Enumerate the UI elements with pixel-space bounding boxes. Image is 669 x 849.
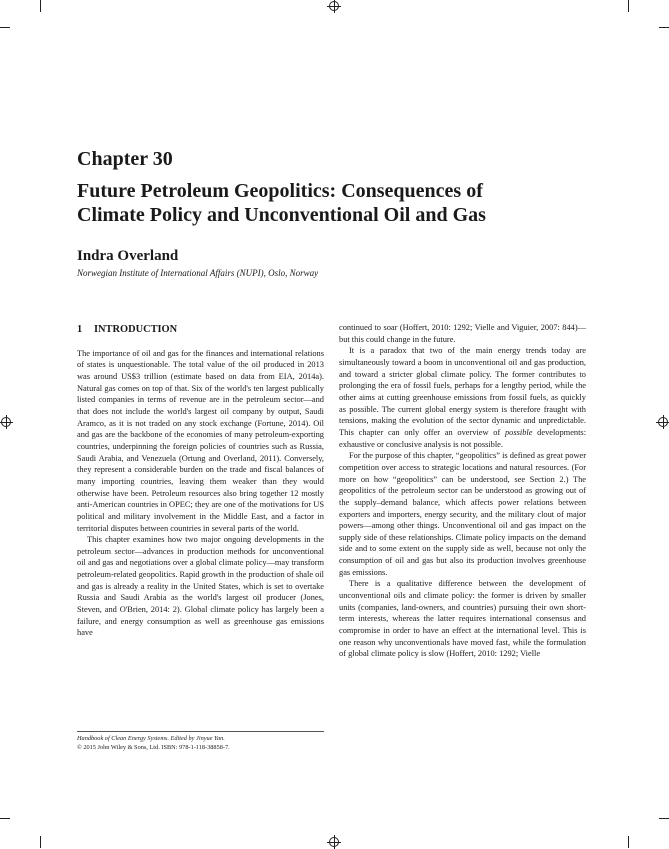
section-title: INTRODUCTION — [94, 324, 178, 335]
author-affiliation: Norwegian Institute of International Affairs (NUPI), Oslo, Norway — [77, 268, 319, 278]
crop-mark — [40, 0, 41, 12]
crop-mark — [628, 0, 629, 12]
crop-mark — [659, 818, 669, 819]
footnote-line: Handbook of Clean Energy Systems. Edited by Jinyue Yan. — [77, 735, 225, 742]
chapter-title: Future Petroleum Geopolitics: Consequences of Climate Policy and Unconventional Oil and Gas — [77, 180, 486, 226]
section-number: 1 — [77, 324, 83, 335]
paragraph: There is a qualitative difference between the development of unconventional oils and climate policy: the former is driven by smaller units (companies, land-owners, and countries) pursuing their own short-term interests, whereas the latter requires international consensus and compromise in order to have an effect at the international level. This is one reason why unconventionals have moved fast, while the formulation of global climate policy is slow (Hoffert, 2010: 1292; Vielle — [339, 579, 586, 659]
paragraph: continued to soar (Hoffert, 2010: 1292; Vielle and Viguier, 2007: 844)—but this could change in the future. — [339, 323, 586, 344]
registration-mark-icon — [327, 835, 341, 849]
paragraph — [339, 345, 586, 450]
registration-mark-icon — [0, 415, 13, 429]
right-column — [339, 322, 586, 660]
text-run: It is a paradox that two of the main energy trends today are simultaneously toward a boom in unconventional oil and gas production, and toward a stricter global climate policy. The former contributes to prolonging the era of fossil fuels, perhaps for a lengthy period, while the other aims at cutting greenhouse emissions from fossil fuels, as quickly as possible. The current global energy system is therefore fraught with tensions, making the evolution of the sector dynamic and unpredictable. This chapter can only offer an overview of — [339, 346, 586, 437]
chapter-number: Chapter 30 — [77, 148, 173, 170]
crop-mark — [659, 27, 669, 28]
crop-mark — [0, 818, 10, 819]
author-name: Indra Overland — [77, 248, 179, 264]
crop-mark — [0, 27, 10, 28]
paragraph: This chapter examines how two major ongoing developments in the petroleum sector—advances in production methods for unconventional oil and gas and negotiations over a global climate policy—may transform petroleum-related geopolitics. Rapid growth in the production of shale oil and gas is already a reality in the United States, which is set to overtake Russia and Saudi Arabia as the world's largest oil producer (Jones, Steven, and O'Brien, 2014: 2). Global climate policy has largely been a failure, and energy consumption as well as greenhouse gas emissions have — [77, 535, 325, 638]
footnote-line: © 2015 John Wiley & Sons, Ltd. ISBN: 978-1-118-38858-7. — [77, 744, 230, 751]
registration-mark-icon — [656, 415, 669, 429]
crop-mark — [628, 836, 629, 848]
registration-mark-icon — [327, 0, 341, 13]
emphasis-text: possible — [504, 427, 533, 437]
footnote-rule — [77, 731, 324, 732]
section-heading — [77, 324, 324, 336]
paragraph: The importance of oil and gas for the finances and international relations of states is unquestionable. The total value of the oil produced in 2013 was around US$3 trillion (estimate based on data from EIA, 2014a). Natural gas comes on top of that. Six of the world's ten largest publically listed companies in terms of revenue are in the petroleum sector—and that does not include the world's largest oil company by output, Saudi Aramco, as it is not traded on any stock exchange (Fortune, 2014). Oil and gas are the backbone of the economies of many petroleum-exporting countries, underpinning the foreign policies of countries such as Russia, Saudi Arabia, and Venezuela (Ortung and Overland, 2011). Conversely, they represent a considerable burden on the trade and fiscal balances of many importing countries, leaving them weaker than they would otherwise have been. Petroleum resources also bring together 12 mostly anti-American countries in OPEC; they are one of the motivations for US political and military involvement in the Middle East, and a factor in territorial disputes between countries in several parts of the world. — [77, 348, 324, 533]
crop-mark — [40, 836, 41, 848]
paragraph: For the purpose of this chapter, “geopolitics” is defined as great power competition over access to strategic locations and natural resources. (For more on how “geopolitics” can be understood, see Section 2.) The geopolitics of the petroleum sector can be understood as growing out of the supply–demand balance, which affects power relations between exporters and importers, energy security, and the military clout of major powers—among other things. Unconventional oil and gas impact on the supply side of these relationships. Climate policy impacts on the demand side and to some extent on the supply side as well, because not only the consumption of oil and gas but also its production involves greenhouse gas emissions. — [339, 451, 586, 577]
left-column — [77, 322, 324, 639]
text-run: developments: exhaustive or conclusive analysis is not possible. — [339, 427, 587, 449]
